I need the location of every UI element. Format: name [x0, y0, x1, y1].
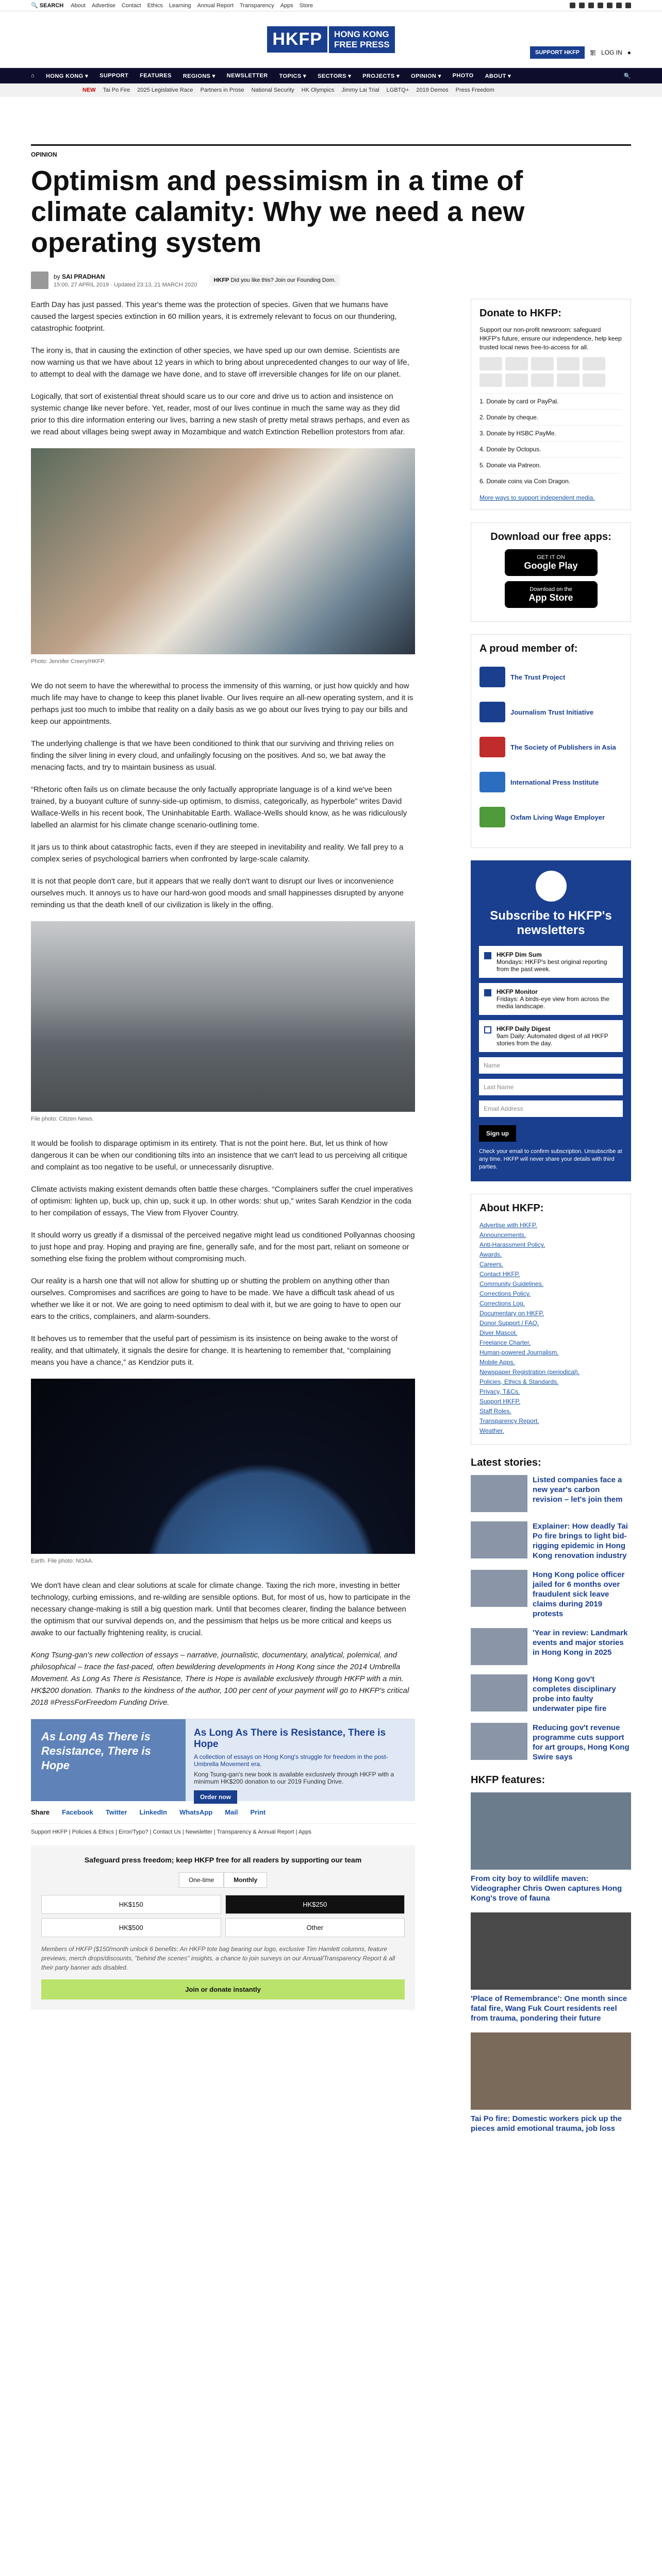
top-utility-bar: [0, 0, 662, 11]
oxfam-logo[interactable]: Oxfam Living Wage Employer: [479, 804, 622, 830]
new-badge: NEW: [82, 87, 96, 93]
nav-item[interactable]: FEATURES: [140, 73, 172, 79]
nav-item[interactable]: TOPICS ▾: [279, 73, 306, 79]
octopus-icon[interactable]: [479, 374, 502, 387]
hkfp-promo-chip[interactable]: HKFP Did you like this? Join our Founding Dom.: [209, 275, 340, 286]
about-link[interactable]: Documentary on HKFP.: [479, 1310, 544, 1317]
utility-link[interactable]: Learning: [169, 2, 191, 9]
patreon-icon[interactable]: [505, 374, 528, 387]
donate-panel-title: Donate to HKFP:: [479, 308, 561, 319]
donate-method[interactable]: 6. Donate coins via Coin Dragon.: [479, 473, 622, 489]
about-link[interactable]: Policies, Ethics & Standards.: [479, 1378, 559, 1385]
trending-link[interactable]: 2019 Demos: [416, 87, 449, 93]
newsletter-option[interactable]: HKFP Dim Sum Mondays: HKFP's best original reporting from the past week.: [479, 946, 623, 978]
coin-dragon-icon[interactable]: [531, 374, 554, 387]
amount-other[interactable]: Other: [225, 1918, 405, 1937]
jti-logo[interactable]: Journalism Trust Initiative: [479, 699, 622, 725]
book-promo-body: Kong Tsung-gan's new book is available exclusively through HKFP with a minimum HK$200 donation to our 2019 Funding Drive.: [194, 1771, 394, 1785]
apps-panel: [471, 522, 631, 622]
signup-button[interactable]: Sign up: [479, 1125, 516, 1142]
donate-note: Members of HKFP ($150/month unlock 6 benefits: An HKFP tote bag bearing our logo, exclusive Tim Hamlett columns, feature previews, merch drops/discounts, "behind the scenes" insights, a chance to join surveys on our Annual/Transparency Report & all their party banner ads disabled.: [41, 1945, 395, 1971]
support-hkfp-button[interactable]: SUPPORT HKFP: [530, 46, 585, 59]
story-item[interactable]: Hong Kong police officer jailed for 6 months over fraudulent sick leave claims during 2019 protests: [471, 1570, 631, 1619]
utility-link[interactable]: Store: [299, 2, 313, 9]
feature-title[interactable]: 'Place of Remembrance': One month since fatal fire, Wang Fuk Court residents reel from trauma, pondering their future: [471, 1994, 627, 2023]
ipi-logo[interactable]: International Press Institute: [479, 769, 622, 795]
donate-method[interactable]: 3. Donate by HSBC PayMe.: [479, 425, 622, 441]
article-date: 15:00, 27 APRIL 2019 · Updated 23:13, 21 MARCH 2020: [54, 281, 197, 288]
byline: [31, 272, 631, 289]
article-footer-links[interactable]: Support HKFP | Policies & Ethics | Error/Typo? | Contact Us | Newsletter | Transparency & Annual Report | Apps: [31, 1829, 311, 1835]
app-store-button[interactable]: Download on the App Store: [505, 581, 598, 608]
author-avatar: [31, 272, 48, 289]
newsletter-option[interactable]: HKFP Monitor Fridays: A birds-eye view from across the media landscape.: [479, 983, 623, 1015]
about-link[interactable]: Donor Support / FAQ.: [479, 1319, 539, 1327]
order-now-button[interactable]: Order now: [194, 1790, 237, 1804]
newsletter-panel: [471, 860, 631, 1181]
utility-link[interactable]: Ethics: [147, 2, 163, 9]
logo-mark: HKFP: [267, 26, 327, 53]
twitter-icon[interactable]: [579, 3, 585, 8]
protest-photo: [31, 448, 415, 654]
about-title: About HKFP:: [479, 1202, 544, 1214]
about-link[interactable]: Careers.: [479, 1261, 504, 1268]
about-link[interactable]: Diver Mascot.: [479, 1329, 518, 1336]
trending-link[interactable]: Press Freedom: [455, 87, 494, 93]
amount-option[interactable]: HK$500: [41, 1918, 221, 1937]
donate-method[interactable]: 2. Donate by cheque.: [479, 409, 622, 425]
trending-link[interactable]: Tai Po Fire: [103, 87, 130, 93]
about-link[interactable]: Anti-Harassment Policy.: [479, 1241, 545, 1248]
linkedin-icon[interactable]: [607, 3, 613, 8]
features-panel: [471, 1774, 631, 2133]
nav-item[interactable]: SECTORS ▾: [317, 73, 352, 79]
members-title: A proud member of:: [479, 643, 578, 654]
youtube-icon[interactable]: [598, 3, 603, 8]
story-item[interactable]: Reducing gov't revenue programme cuts support for art groups, Hong Kong Swire says: [471, 1723, 631, 1762]
donate-submit-button[interactable]: Join or donate instantly: [41, 1979, 405, 1999]
nav-item[interactable]: PROJECTS ▾: [362, 73, 400, 79]
article-title: Optimism and pessimism in a time of climate calamity: Why we need a new operating system: [31, 165, 525, 258]
tab-monthly[interactable]: Monthly: [224, 1872, 267, 1888]
utility-link[interactable]: Apps: [280, 2, 293, 9]
feature-image[interactable]: [471, 1792, 631, 1870]
paragraph: It jars us to think about catastrophic facts, even if they are steeped in inevitability and reality. We fall prey to a complex series of psychological barriers when confronted by large-scale calamity.: [31, 843, 404, 863]
photo-caption: Earth. File photo: NOAA.: [31, 1558, 94, 1564]
about-link[interactable]: Freelance Charter.: [479, 1339, 531, 1346]
book-promo-banner[interactable]: [31, 1719, 415, 1801]
title-rule: [31, 144, 631, 146]
story-item[interactable]: Explainer: How deadly Tai Po fire brings to light bid-rigging epidemic in Hong Kong renovation industry: [471, 1521, 631, 1561]
nav-item[interactable]: HONG KONG ▾: [46, 73, 89, 79]
about-link[interactable]: Support HKFP.: [479, 1398, 521, 1405]
paragraph: Logically, that sort of existential threat should scare us to our core and drive us to action and insistence on systemic change like never before. Yet, reader, most of our lives continue in much the same way as they did prior to this dire information entering our lives, barring a new stash of pretty metal straws perhaps, and even as we read about villages being swept away in Mozambique and watch Extinction Rebellion protestors from afar.: [31, 392, 410, 436]
latest-title: Latest stories:: [471, 1457, 541, 1468]
newsletter-option[interactable]: HKFP Daily Digest 9am Daily: Automated digest of all HKFP stories from the day.: [479, 1020, 623, 1052]
paragraph: “Rhetoric often fails us on climate because the only factually appropriate language is of a kind we've been trained, by a buoyant culture of sunny-side-up optimism, to dismiss, categorically, as hyperbole” writes David Wallace-Wells in his recent book, The Uninhabitable Earth. Wallace-Wells should know, as he was ridiculously labelled an alarmist for his climate change scenario-outlining tome.: [31, 785, 407, 829]
donate-method[interactable]: 4. Donate by Octopus.: [479, 441, 622, 457]
features-title: HKFP features:: [471, 1774, 545, 1786]
newsletter-note: Check your email to confirm subscription. Unsubscribe at any time. HKFP will never share your details with third parties.: [479, 1148, 622, 1170]
paragraph: Earth Day has just passed. This year's theme was the protection of species. Given that we humans have caused the largest species extinction in 60 million years, it is extremely relevant to focus on our thundering, catastrophic footprint.: [31, 300, 397, 333]
header-actions: [530, 46, 631, 59]
utility-link[interactable]: Transparency: [239, 2, 274, 9]
donate-amounts: [41, 1895, 405, 1937]
mastercard-icon[interactable]: [505, 357, 528, 370]
about-link[interactable]: Human-powered Journalism.: [479, 1349, 559, 1356]
paragraph: It would be foolish to disparage optimism in its entirety. That is not the point here. But, let us think of how dangerous it can be when our conditioning tilts into an insistence that we can't lead to us perceiving all critique and complaint as too negative to be useful, or unnecessarily disruptive.: [31, 1139, 407, 1172]
donate-method[interactable]: 5. Donate via Patreon.: [479, 457, 622, 473]
feature-title[interactable]: Tai Po fire: Domestic workers pick up the pieces amid emotional trauma, job loss: [471, 2114, 622, 2133]
article-body: [31, 299, 415, 2010]
instagram-icon[interactable]: [588, 3, 594, 8]
paragraph: We do not seem to have the wherewithal to process the immensity of this warning, or just how quickly and how much life may have to change to keep this planet livable. Our lives require an all-new operating system, and it is perhaps just too much to imbibe that reality on a daily basis as we go about our lives trying to pay our bills and keep our appointments.: [31, 682, 413, 726]
first-name-input[interactable]: Name: [479, 1057, 623, 1074]
nav-home-icon[interactable]: ⌂: [31, 73, 35, 79]
donate-frequency-tabs: [41, 1872, 405, 1888]
feature-title[interactable]: From city boy to wildlife maven: Videographer Chris Owen captures Hong Kong's trove of fauna: [471, 1874, 622, 1903]
feature-image[interactable]: [471, 1912, 631, 1990]
login-link[interactable]: LOG IN: [601, 49, 622, 56]
amount-option[interactable]: HK$150: [41, 1895, 221, 1914]
paragraph: The underlying challenge is that we have been conditioned to think that our surviving and thriving relies on finding the silver lining in every cloud, and unfailingly focusing on the positives. And so, we bat away the menacing facts, and try to maintain business as usual.: [31, 739, 394, 772]
utility-nav: [71, 3, 313, 9]
about-link[interactable]: Advertise with HKFP.: [479, 1222, 537, 1229]
share-twitter[interactable]: Twitter: [105, 1808, 127, 1816]
apps-title: Download our free apps:: [490, 531, 611, 543]
utility-link[interactable]: About: [71, 2, 86, 9]
article-category[interactable]: OPINION: [31, 151, 57, 158]
sidebar: [471, 299, 631, 2143]
bank-icon[interactable]: [583, 374, 605, 387]
story-thumbnail: [471, 1475, 527, 1512]
story-thumbnail: [471, 1723, 527, 1760]
book-promo-heading: As Long As There is Resistance, There is Hope: [194, 1727, 386, 1750]
earth-photo: [31, 1379, 415, 1554]
language-toggle[interactable]: 繁: [590, 49, 597, 57]
nav-item[interactable]: NEWSLETTER: [226, 73, 268, 79]
book-promo-paragraph: Kong Tsung-gan's new collection of essays – narrative, journalistic, documentary, analytical, polemical, and philosophical – trace the fast-paced, often bewildering developments in Hong Kong since the 2014 Umbrella Movement. As Long As There is Resistance, There is Hope is available exclusively through HKFP with a min. HK$200 donation. Thanks to the kindness of the author, 100 per cent of your payment will go to HKFP's critical 2018 #PressForFreedom Funding Drive.: [31, 1651, 409, 1707]
about-link[interactable]: Privacy, T&Cs.: [479, 1388, 520, 1395]
paragraph: It behoves us to remember that the useful part of pessimism is its insistence on being awake to the worst of reality, and that ultimately, it signals the desire for change. It is heartening to remember that, “complaining means you have a chance,” as Kendzior puts it.: [31, 1334, 398, 1367]
city-smog-photo: [31, 921, 415, 1112]
share-mail[interactable]: Mail: [225, 1808, 238, 1816]
article: [31, 144, 631, 2133]
utility-link[interactable]: Advertise: [91, 2, 115, 9]
search-link[interactable]: 🔍 SEARCH: [31, 3, 64, 9]
about-link[interactable]: Staff Roles.: [479, 1408, 511, 1415]
donate-panel-text: Support our non-profit newsroom: safeguard HKFP's future, ensure our independence, help keep trusted local news free-to-access for all.: [479, 326, 622, 351]
amex-icon[interactable]: [531, 357, 554, 370]
site-header: [0, 11, 662, 68]
book-promo-sub: A collection of essays on Hong Kong's struggle for freedom in the post-Umbrella Movement era.: [194, 1753, 388, 1768]
nav-search-icon[interactable]: 🔍: [623, 73, 631, 79]
trending-link[interactable]: HK Olympics: [301, 87, 335, 93]
user-icon[interactable]: ●: [627, 49, 631, 56]
donate-method[interactable]: 1. Donate by card or PayPal.: [479, 393, 622, 409]
trust-project-logo[interactable]: The Trust Project: [479, 664, 622, 690]
paragraph: Climate activists making existent demands often battle these charges. “Complainers suffer the cruel imperatives of optimism: lighten up, buck up, chin up, suck it up. In other words: shut up,” writes Sarah Kendzior in the coda to her compilation of essays, The View from Flyover Country.: [31, 1185, 413, 1217]
paypal-icon[interactable]: [557, 357, 580, 370]
main-navigation: [0, 68, 662, 83]
visa-icon[interactable]: [479, 357, 502, 370]
photo-caption: Photo: Jennifer Creery/HKFP.: [31, 658, 106, 665]
cheque-icon[interactable]: [557, 374, 580, 387]
story-item[interactable]: 'Year in review: Landmark events and major stories in Hong Kong in 2025: [471, 1628, 631, 1665]
donate-widget: [31, 1845, 415, 2010]
story-thumbnail: [471, 1570, 527, 1607]
trending-link[interactable]: Jimmy Lai Trial: [341, 87, 379, 93]
story-thumbnail: [471, 1628, 527, 1665]
share-print[interactable]: Print: [250, 1808, 266, 1816]
trending-bar: [0, 83, 662, 97]
nav-item[interactable]: OPINION ▾: [411, 73, 441, 79]
about-link[interactable]: Awards.: [479, 1251, 502, 1258]
about-link[interactable]: Contact HKFP.: [479, 1270, 520, 1278]
nav-item[interactable]: PHOTO: [452, 73, 474, 79]
checkbox-checked-icon: [484, 952, 491, 959]
share-linkedin[interactable]: LinkedIn: [139, 1808, 167, 1816]
payment-icons: [479, 357, 622, 387]
nav-item[interactable]: SUPPORT: [100, 73, 129, 79]
donate-panel: [471, 299, 631, 510]
about-link[interactable]: Mobile Apps.: [479, 1359, 515, 1366]
paragraph: We don't have clean and clear solutions at scale for climate change. Taxing the rich more, investing in better technology, curbing emissions, and re-wilding are sensible options. But, for most of us, how to participate in the necessary change-making is still a big question mark. Until that becomes clearer, finding the balance between the optimism that our survival depends on, and the pessimism that helps us be more critical and keeps us awake to our factually frightening reality, is crucial.: [31, 1581, 410, 1637]
author-prefix: by: [54, 273, 60, 280]
latest-stories: [471, 1457, 631, 1762]
about-link[interactable]: Community Guidelines.: [479, 1280, 544, 1287]
donate-widget-title: Safeguard press freedom; keep HKFP free for all readers by supporting our team: [84, 1856, 362, 1864]
facebook-icon[interactable]: [570, 3, 575, 8]
about-panel: [471, 1194, 631, 1445]
trending-link[interactable]: LGBTQ+: [386, 87, 409, 93]
members-panel: [471, 634, 631, 848]
paragraph: Our reality is a harsh one that will not allow for shutting up or shutting the problem on anything other than ourselves. Compromises and sacrifices are going to have to be made. We have a difficult task ahead of us whether we like it or not. We are going to need optimism to deal with it, but we are going to have to open our ears to the critics, complainers, and alarm-sounders.: [31, 1277, 401, 1321]
utility-link[interactable]: Contact: [121, 2, 141, 9]
story-item[interactable]: Listed companies face a new year's carbon revision – let's join them: [471, 1475, 631, 1512]
story-thumbnail: [471, 1674, 527, 1711]
about-link[interactable]: Transparency Report.: [479, 1417, 539, 1425]
trending-link[interactable]: Partners in Prose: [200, 87, 244, 93]
share-whatsapp[interactable]: WhatsApp: [179, 1808, 213, 1816]
book-promo-text: [186, 1719, 415, 1801]
about-links: [479, 1221, 622, 1436]
story-item[interactable]: Hong Kong gov't completes disciplinary probe into faulty underwater pipe fire: [471, 1674, 631, 1714]
about-link[interactable]: Corrections Log.: [479, 1300, 525, 1307]
sopa-logo[interactable]: The Society of Publishers in Asia: [479, 734, 622, 760]
site-logo[interactable]: [267, 26, 394, 53]
about-link[interactable]: Announcements.: [479, 1231, 526, 1239]
payme-icon[interactable]: [583, 357, 605, 370]
about-link[interactable]: Corrections Policy.: [479, 1290, 531, 1297]
story-thumbnail: [471, 1521, 527, 1558]
last-name-input[interactable]: Last Name: [479, 1079, 623, 1095]
more-ways-link[interactable]: More ways to support independent media.: [479, 494, 595, 501]
google-play-button[interactable]: GET IT ON Google Play: [505, 549, 598, 576]
feature-image[interactable]: [471, 2032, 631, 2110]
hkfp-badge-icon: [536, 871, 567, 902]
logo-wordmark: HONG KONG FREE PRESS: [329, 26, 395, 53]
amount-option-selected[interactable]: HK$250: [225, 1895, 405, 1914]
email-icon[interactable]: [625, 3, 631, 8]
paragraph: It should worry us greatly if a dismissal of the perceived negative might lead us conditioned Pollyannas choosing to just hope and pray. Hoping and praying are fine, generally safe, and for the most part, reliant on someone or something else fixing the problem without compromising much.: [31, 1231, 415, 1263]
trending-link[interactable]: National Security: [251, 87, 294, 93]
tab-one-time[interactable]: One-time: [179, 1872, 224, 1888]
about-link[interactable]: Newspaper Registration (periodical).: [479, 1368, 580, 1376]
nav-item[interactable]: REGIONS ▾: [183, 73, 216, 79]
social-icons: [570, 3, 631, 8]
telegram-icon[interactable]: [616, 3, 622, 8]
trending-link[interactable]: 2025 Legislative Race: [137, 87, 193, 93]
about-link[interactable]: Weather.: [479, 1427, 504, 1434]
checkbox-checked-icon: [484, 989, 491, 996]
donate-methods: [479, 393, 622, 489]
checkbox-icon: [484, 1026, 491, 1033]
newsletter-title: Subscribe to HKFP's newsletters: [490, 909, 612, 937]
share-bar: [31, 1801, 415, 1824]
share-facebook[interactable]: Facebook: [62, 1808, 93, 1816]
email-input[interactable]: Email Address: [479, 1100, 623, 1117]
book-cover: As Long As There is Resistance, There is Hope: [31, 1719, 186, 1801]
share-label: Share: [31, 1808, 50, 1816]
nav-item[interactable]: ABOUT ▾: [485, 73, 511, 79]
photo-caption: File photo: Citizen News.: [31, 1116, 94, 1122]
author-name[interactable]: SAI PRADHAN: [62, 273, 105, 280]
paragraph: It is not that people don't care, but it appears that we really don't want to disrupt our lives or inconvenience ourselves much. It annoys us to have our hard-won good moods and small happinesses disrupted by anyone reminding us that the death knell of our civilization is likely in the offing.: [31, 877, 404, 909]
utility-link[interactable]: Annual Report: [197, 2, 234, 9]
paragraph: The irony is, that in causing the extinction of other species, we have sped up our own demise. Scientists are now warning us that we have about 12 years in which to bring about unprecedented changes to our way of life, to attempt to deal with the damage we have done, and to stave off irreversible changes for life on our planet.: [31, 346, 409, 379]
